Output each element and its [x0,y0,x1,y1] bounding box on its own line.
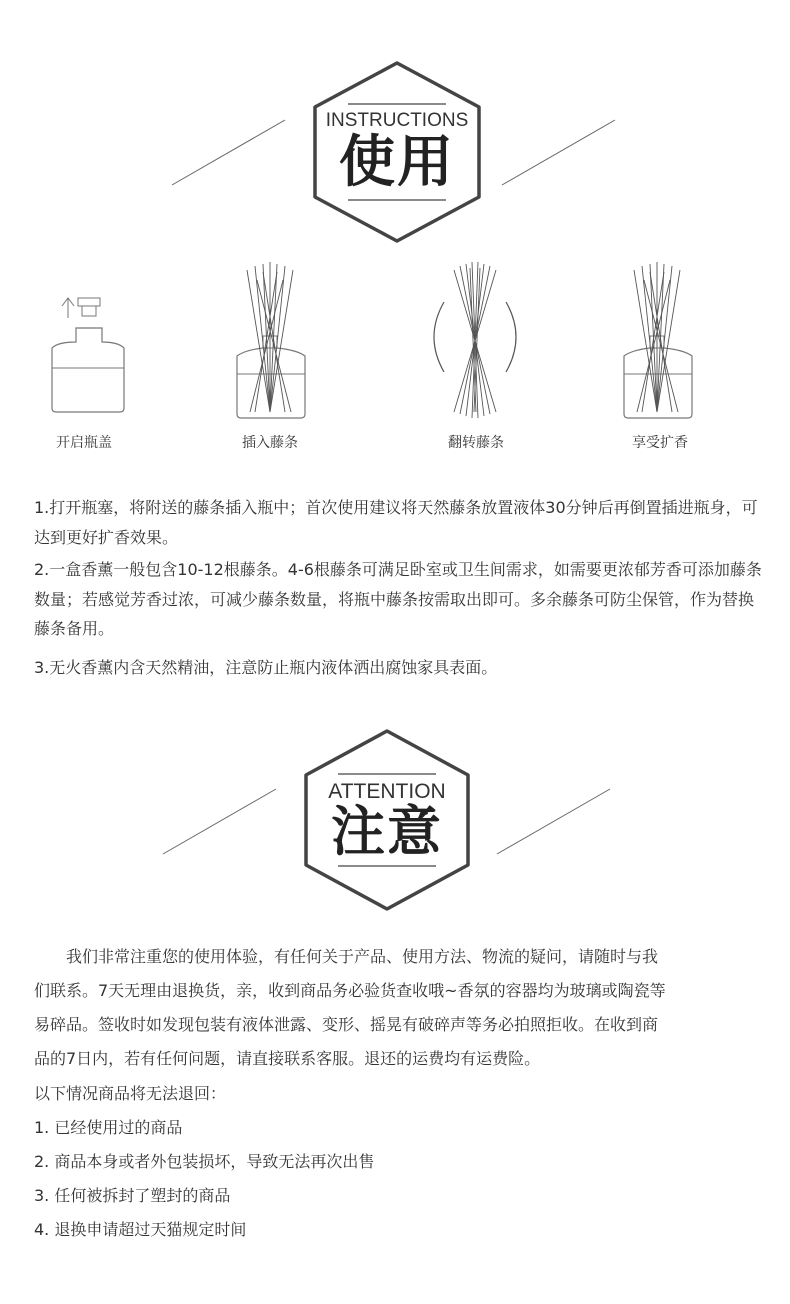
step-label-open-cap: 开启瓶盖 [56,435,112,451]
attention-intro-line-3: 易碎品。签收时如发现包装有液体泄露、变形、摇晃有破碎声等务必拍照拒收。在收到商 [34,1015,659,1034]
attention-badge-cn: 注意 [331,800,443,863]
no-return-title: 以下情况商品将无法退回： [34,1084,227,1103]
attention-badge-en: ATTENTION [328,780,446,803]
attention-intro-line-2: 们联系。7天无理由退换货，亲，收到商品务必验货查收哦~香氛的容器均为玻璃或陶瓷等 [34,981,666,1000]
step-diffusing-icon [612,262,702,422]
instructions-badge-en: INSTRUCTIONS [325,110,469,131]
no-return-item-2: 2. 商品本身或者外包装损坏，导致无法再次出售 [34,1152,375,1171]
no-return-item-1: 1. 已经使用过的商品 [34,1118,183,1137]
instructions-paragraph-3: 3.无火香薰内含天然精油，注意防止瓶内液体洒出腐蚀家具表面。 [34,658,498,677]
instructions-paragraph-2: 2.一盒香薰一般包含10-12根藤条。4-6根藤条可满足卧室或卫生间需求，如需要更浓郁芳香可添加藤条数量；若感觉芳香过浓，可减少藤条数量，将瓶中藤条按需取出即可。多余藤条可防尘保管，作为替换藤条备用。 [34,560,762,638]
no-return-item-4: 4. 退换申请超过天猫规定时间 [34,1220,247,1239]
no-return-item-3: 3. 任何被拆封了塑封的商品 [34,1186,231,1205]
step-label-flip-reeds: 翻转藤条 [448,435,504,451]
attention-badge [302,728,472,912]
instructions-badge [310,60,484,244]
step-label-enjoy: 享受扩香 [632,435,688,451]
attention-intro-line-1: 我们非常注重您的使用体验，有任何关于产品、使用方法、物流的疑问，请随时与我 [66,947,659,966]
instructions-badge-cn: 使用 [339,130,455,195]
step-label-insert-reeds: 插入藤条 [242,435,298,451]
attention-intro-line-4: 品的7日内，若有任何问题，请直接联系客服。退还的运费均有运费险。 [34,1049,541,1068]
step-insert-reeds-icon [225,262,315,422]
instructions-paragraph-1: 1.打开瓶塞，将附送的藤条插入瓶中；首次使用建议将天然藤条放置液体30分钟后再倒置插进瓶身，可达到更好扩香效果。 [34,498,758,547]
step-flip-reeds-icon [420,262,530,422]
step-open-cap-icon [40,290,130,420]
